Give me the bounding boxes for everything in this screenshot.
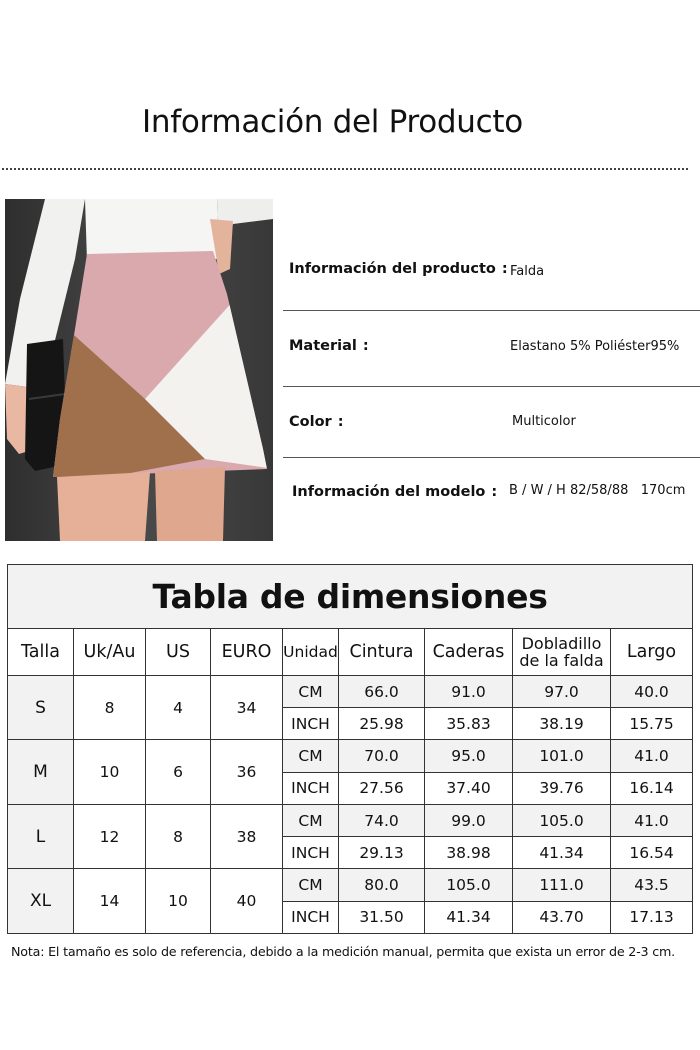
info-separator bbox=[283, 457, 700, 458]
size-note: Nota: El tamaño es solo de referencia, debido a la medición manual, permita que exista un error de 2-3 cm. bbox=[11, 944, 676, 959]
unit-cm: CM bbox=[283, 804, 339, 836]
table-row bbox=[8, 675, 693, 707]
info-label-material: Material bbox=[289, 338, 357, 354]
largo-inch: 15.75 bbox=[611, 708, 693, 740]
col-header-euro: EURO bbox=[211, 628, 283, 675]
dobladillo-inch: 38.19 bbox=[513, 708, 611, 740]
col-header-largo: Largo bbox=[611, 628, 693, 675]
dobladillo-cm: 111.0 bbox=[513, 869, 611, 901]
cintura-inch: 29.13 bbox=[339, 837, 425, 869]
info-colon: : bbox=[501, 261, 508, 277]
unit-inch: INCH bbox=[283, 901, 339, 933]
cintura-cm: 80.0 bbox=[339, 869, 425, 901]
size-label: S bbox=[8, 675, 74, 740]
cintura-cm: 66.0 bbox=[339, 675, 425, 707]
page-title: Información del Producto bbox=[142, 104, 523, 140]
info-value-color: Multicolor bbox=[512, 414, 576, 429]
col-header-dobladillo bbox=[513, 628, 611, 675]
dobladillo-inch: 41.34 bbox=[513, 837, 611, 869]
size-ukau: 14 bbox=[74, 869, 146, 934]
col-header-talla: Talla bbox=[8, 628, 74, 675]
info-separator bbox=[283, 310, 700, 311]
table-row bbox=[8, 804, 693, 836]
size-ukau: 10 bbox=[74, 740, 146, 805]
size-euro: 40 bbox=[211, 869, 283, 934]
caderas-cm: 99.0 bbox=[425, 804, 513, 836]
unit-cm: CM bbox=[283, 869, 339, 901]
caderas-inch: 35.83 bbox=[425, 708, 513, 740]
table-row bbox=[8, 740, 693, 772]
info-row-color bbox=[283, 393, 700, 453]
dobladillo-inch: 39.76 bbox=[513, 772, 611, 804]
unit-inch: INCH bbox=[283, 708, 339, 740]
col-header-dobladillo-line1: Dobladillo bbox=[521, 633, 602, 653]
largo-cm: 40.0 bbox=[611, 675, 693, 707]
size-us: 4 bbox=[146, 675, 211, 740]
cintura-cm: 74.0 bbox=[339, 804, 425, 836]
size-us: 10 bbox=[146, 869, 211, 934]
info-label-color: Color bbox=[289, 414, 332, 430]
dobladillo-inch: 43.70 bbox=[513, 901, 611, 933]
size-euro: 34 bbox=[211, 675, 283, 740]
col-header-cintura: Cintura bbox=[339, 628, 425, 675]
dobladillo-cm: 97.0 bbox=[513, 675, 611, 707]
size-table-title: Tabla de dimensiones bbox=[8, 565, 693, 629]
info-label-model: Información del modelo bbox=[292, 484, 486, 500]
info-label-product: Información del producto bbox=[289, 261, 496, 277]
cintura-inch: 31.50 bbox=[339, 901, 425, 933]
size-euro: 36 bbox=[211, 740, 283, 805]
unit-cm: CM bbox=[283, 740, 339, 772]
info-colon: : bbox=[337, 414, 344, 430]
caderas-inch: 38.98 bbox=[425, 837, 513, 869]
size-us: 8 bbox=[146, 804, 211, 869]
col-header-caderas: Caderas bbox=[425, 628, 513, 675]
size-label: XL bbox=[8, 869, 74, 934]
size-table bbox=[7, 564, 693, 934]
caderas-cm: 105.0 bbox=[425, 869, 513, 901]
info-separator bbox=[283, 386, 700, 387]
size-ukau: 8 bbox=[74, 675, 146, 740]
size-euro: 38 bbox=[211, 804, 283, 869]
largo-inch: 16.54 bbox=[611, 837, 693, 869]
cintura-cm: 70.0 bbox=[339, 740, 425, 772]
caderas-inch: 41.34 bbox=[425, 901, 513, 933]
table-row bbox=[8, 869, 693, 901]
info-row-product bbox=[283, 243, 700, 303]
dobladillo-cm: 105.0 bbox=[513, 804, 611, 836]
info-value-model: B / W / H 82/58/88 170cm bbox=[509, 483, 686, 498]
info-value-product: Falda bbox=[510, 264, 545, 279]
info-value-material: Elastano 5% Poliéster95% bbox=[510, 339, 680, 354]
cintura-inch: 27.56 bbox=[339, 772, 425, 804]
size-us: 6 bbox=[146, 740, 211, 805]
caderas-cm: 91.0 bbox=[425, 675, 513, 707]
size-ukau: 12 bbox=[74, 804, 146, 869]
size-label: M bbox=[8, 740, 74, 805]
caderas-cm: 95.0 bbox=[425, 740, 513, 772]
unit-inch: INCH bbox=[283, 772, 339, 804]
col-header-unidad: Unidad bbox=[283, 628, 339, 675]
largo-inch: 17.13 bbox=[611, 901, 693, 933]
dobladillo-cm: 101.0 bbox=[513, 740, 611, 772]
col-header-dobladillo-line2: de la falda bbox=[519, 650, 604, 670]
largo-cm: 41.0 bbox=[611, 804, 693, 836]
info-row-material bbox=[283, 318, 700, 378]
info-colon: : bbox=[491, 484, 498, 500]
largo-cm: 41.0 bbox=[611, 740, 693, 772]
unit-cm: CM bbox=[283, 675, 339, 707]
cintura-inch: 25.98 bbox=[339, 708, 425, 740]
dotted-divider bbox=[2, 168, 688, 170]
col-header-ukau: Uk/Au bbox=[74, 628, 146, 675]
unit-inch: INCH bbox=[283, 837, 339, 869]
skirt-model-icon bbox=[5, 199, 273, 541]
largo-cm: 43.5 bbox=[611, 869, 693, 901]
size-table-header bbox=[8, 628, 693, 675]
largo-inch: 16.14 bbox=[611, 772, 693, 804]
col-header-us: US bbox=[146, 628, 211, 675]
product-photo bbox=[5, 199, 273, 541]
caderas-inch: 37.40 bbox=[425, 772, 513, 804]
info-colon: : bbox=[362, 338, 369, 354]
size-label: L bbox=[8, 804, 74, 869]
info-row-model bbox=[283, 464, 700, 524]
